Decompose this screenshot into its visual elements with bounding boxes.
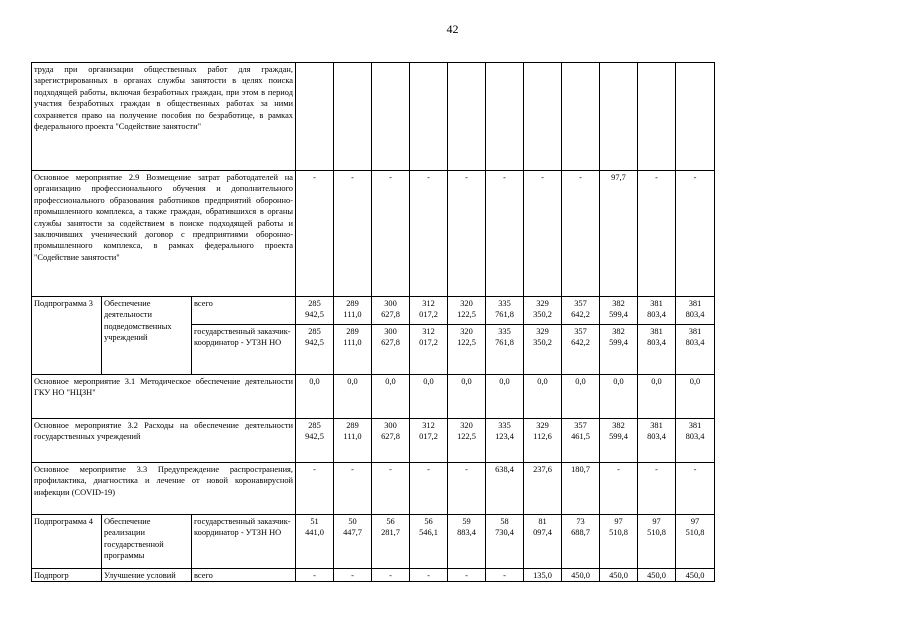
value-part: 73	[576, 517, 585, 526]
table-row	[32, 515, 715, 569]
funding-source: государственный заказчик-координатор - УТЗН НО	[192, 325, 296, 375]
value-part: 111,0	[343, 310, 362, 320]
value-part: 350,2	[533, 338, 552, 348]
table-row	[32, 419, 715, 463]
value-part: 285	[308, 299, 321, 308]
activity-description: Основное мероприятие 2.9 Возмещение затрат работодателей на организацию профессионального обучения и дополнительного профессионального образования работников предприятий оборонно-промышленного комплекса, а также граждан, обратившихся в органы службы занятости за содействием в поиске подходящей работы и заключивших ученический договор с предприятиями оборонно-промышленного комплекса, в рамках федерального проекта "Содействие занятости"	[32, 171, 296, 297]
value-cell	[562, 419, 600, 463]
value-part: 122,5	[457, 338, 476, 348]
value-cell	[334, 63, 372, 171]
value-cell	[676, 171, 715, 297]
value-cell	[486, 63, 524, 171]
value-cell	[296, 419, 334, 463]
value-part: 0,0	[689, 377, 701, 386]
activity-description: Основное мероприятие 3.3 Предупреждение распространения, профилактика, диагностика и лечение от новой коронавирусной инфекции (COVID-19)	[32, 463, 296, 515]
value-cell	[676, 325, 715, 375]
value-part: 381	[650, 327, 663, 336]
value-cell	[524, 171, 562, 297]
value-part: -	[503, 571, 506, 580]
table-row	[32, 297, 715, 325]
value-part: 546,1	[419, 528, 438, 538]
value-part: 638,4	[495, 465, 514, 474]
value-part: 0,0	[575, 377, 586, 386]
value-cell	[676, 297, 715, 325]
subprogram-title: Обеспечение деятельности подведомственных учреждений	[102, 297, 192, 375]
value-part: 97	[690, 517, 700, 526]
value-cell	[410, 569, 448, 582]
value-cell	[562, 515, 600, 569]
subprogram-label: Подпрограмма 4	[32, 515, 102, 569]
value-part: 320	[460, 327, 473, 336]
value-part: 450,0	[685, 571, 705, 580]
subprogram-title: Улучшение условий	[102, 569, 192, 582]
value-cell	[448, 515, 486, 569]
value-part: 300	[384, 327, 397, 336]
value-part: 382	[612, 299, 625, 308]
value-part: 017,2	[419, 432, 438, 442]
value-cell	[524, 569, 562, 582]
value-cell	[562, 325, 600, 375]
value-part: 942,5	[305, 338, 324, 348]
value-part: 312	[422, 421, 435, 430]
value-part: 0,0	[385, 377, 396, 386]
value-cell	[638, 515, 676, 569]
value-part: 123,4	[495, 432, 514, 442]
value-part: 942,5	[305, 432, 324, 442]
value-part: 335	[498, 299, 511, 308]
value-part: -	[693, 173, 697, 182]
value-cell	[334, 419, 372, 463]
value-part: 357	[574, 299, 587, 308]
value-cell	[372, 463, 410, 515]
value-part: -	[655, 465, 658, 474]
value-cell	[638, 325, 676, 375]
value-part: -	[351, 173, 354, 182]
value-cell	[372, 171, 410, 297]
value-part: 50	[348, 517, 357, 526]
value-part: -	[465, 571, 468, 580]
value-part: 381	[650, 299, 663, 308]
value-cell	[334, 569, 372, 582]
value-cell	[600, 325, 638, 375]
value-cell	[410, 515, 448, 569]
value-cell	[448, 419, 486, 463]
value-part: 381	[688, 327, 702, 336]
value-cell	[562, 463, 600, 515]
value-part: 0,0	[423, 377, 434, 386]
value-cell	[486, 463, 524, 515]
value-cell	[448, 171, 486, 297]
value-cell	[638, 375, 676, 419]
value-cell	[562, 63, 600, 171]
value-part: 730,4	[495, 528, 514, 538]
value-part: 382	[612, 327, 625, 336]
value-cell	[372, 375, 410, 419]
table-row	[32, 463, 715, 515]
value-part: 642,2	[571, 310, 590, 320]
value-cell	[600, 463, 638, 515]
value-cell	[296, 171, 334, 297]
value-part: -	[427, 465, 430, 474]
value-part: 51	[310, 517, 319, 526]
value-cell	[486, 569, 524, 582]
value-part: 289	[346, 421, 359, 430]
value-cell	[562, 297, 600, 325]
value-cell	[600, 171, 638, 297]
value-part: 0,0	[309, 377, 320, 386]
value-part: 329	[536, 421, 549, 430]
value-part: 017,2	[419, 338, 438, 348]
value-part: 350,2	[533, 310, 552, 320]
value-cell	[334, 375, 372, 419]
value-cell	[448, 325, 486, 375]
value-cell	[638, 463, 676, 515]
value-part: 56	[424, 517, 433, 526]
value-part: 0,0	[613, 377, 624, 386]
value-part: 122,5	[457, 310, 476, 320]
value-part: -	[389, 571, 392, 580]
value-part: -	[427, 173, 430, 182]
value-cell	[296, 515, 334, 569]
table-row	[32, 171, 715, 297]
value-cell	[524, 297, 562, 325]
value-part: -	[693, 465, 697, 474]
value-cell	[524, 463, 562, 515]
value-part: 300	[384, 421, 397, 430]
value-part: -	[313, 571, 316, 580]
value-cell	[296, 463, 334, 515]
value-part: 0,0	[651, 377, 662, 386]
value-part: 510,8	[609, 528, 628, 538]
table-row	[32, 569, 715, 582]
value-part: 335	[498, 327, 511, 336]
value-part: 441,0	[305, 528, 324, 538]
value-part: 803,4	[685, 338, 705, 348]
value-cell	[296, 63, 334, 171]
value-cell	[410, 63, 448, 171]
value-cell	[296, 375, 334, 419]
value-cell	[524, 515, 562, 569]
value-part: 883,4	[457, 528, 476, 538]
value-cell	[486, 297, 524, 325]
value-cell	[676, 375, 715, 419]
value-cell	[600, 515, 638, 569]
value-part: 97	[652, 517, 661, 526]
value-cell	[486, 171, 524, 297]
value-part: 688,7	[571, 528, 590, 538]
value-part: 450,0	[647, 571, 666, 580]
value-cell	[410, 171, 448, 297]
value-cell	[448, 63, 486, 171]
value-cell	[334, 297, 372, 325]
value-part: 320	[460, 299, 473, 308]
value-cell	[524, 63, 562, 171]
value-part: 447,7	[343, 528, 362, 538]
value-part: 627,8	[381, 432, 400, 442]
value-cell	[486, 419, 524, 463]
value-part: 510,8	[647, 528, 666, 538]
value-cell	[448, 297, 486, 325]
value-part: 180,7	[571, 465, 590, 474]
value-cell	[410, 463, 448, 515]
value-part: 135,0	[533, 571, 552, 580]
value-part: 627,8	[381, 338, 400, 348]
value-part: 599,4	[609, 432, 628, 442]
value-part: 382	[612, 421, 625, 430]
value-part: 357	[574, 327, 587, 336]
value-part: 97,7	[611, 173, 626, 182]
value-part: 285	[308, 327, 321, 336]
value-part: -	[465, 173, 468, 182]
budget-table	[31, 62, 715, 582]
value-cell	[410, 297, 448, 325]
value-part: 381	[688, 421, 702, 430]
value-part: 112,6	[533, 432, 552, 442]
subprogram-label: Подпрогр	[32, 569, 102, 582]
value-cell	[676, 463, 715, 515]
value-part: 111,0	[343, 338, 362, 348]
value-part: 281,7	[381, 528, 400, 538]
value-part: 237,6	[533, 465, 552, 474]
value-part: -	[351, 571, 354, 580]
value-part: -	[579, 173, 582, 182]
page-number: 42	[446, 22, 459, 36]
value-cell	[638, 419, 676, 463]
value-cell	[562, 375, 600, 419]
value-part: 81	[538, 517, 547, 526]
value-part: -	[655, 173, 658, 182]
value-part: 450,0	[609, 571, 628, 580]
value-cell	[600, 63, 638, 171]
value-cell	[372, 297, 410, 325]
value-cell	[524, 325, 562, 375]
value-cell	[372, 419, 410, 463]
value-part: 510,8	[685, 528, 705, 538]
value-part: 0,0	[461, 377, 472, 386]
value-part: 627,8	[381, 310, 400, 320]
subprogram-label: Подпрограмма 3	[32, 297, 102, 375]
value-cell	[600, 375, 638, 419]
value-cell	[562, 171, 600, 297]
value-part: 803,4	[647, 432, 666, 442]
value-part: -	[465, 465, 468, 474]
value-cell	[638, 63, 676, 171]
value-part: 312	[422, 327, 435, 336]
activity-description: Основное мероприятие 3.1 Методическое обеспечение деятельности ГКУ НО "НЦЗН"	[32, 375, 296, 419]
value-part: 803,4	[647, 310, 666, 320]
value-cell	[296, 297, 334, 325]
value-cell	[410, 325, 448, 375]
value-cell	[638, 297, 676, 325]
value-part: 329	[536, 327, 549, 336]
value-part: 56	[386, 517, 395, 526]
value-part: 111,0	[343, 432, 362, 442]
value-part: -	[351, 465, 354, 474]
value-cell	[600, 419, 638, 463]
value-part: 0,0	[347, 377, 358, 386]
value-part: 942,5	[305, 310, 324, 320]
value-part: 642,2	[571, 338, 590, 348]
value-part: -	[313, 465, 316, 474]
value-cell	[562, 569, 600, 582]
value-part: -	[389, 465, 392, 474]
value-cell	[448, 463, 486, 515]
value-cell	[334, 463, 372, 515]
table-row	[32, 375, 715, 419]
value-cell	[524, 375, 562, 419]
value-cell	[372, 325, 410, 375]
value-part: 335	[498, 421, 511, 430]
table-row	[32, 63, 715, 171]
value-part: 97	[614, 517, 623, 526]
value-part: 59	[462, 517, 471, 526]
value-cell	[600, 297, 638, 325]
value-part: -	[541, 173, 544, 182]
funding-source: государственный заказчик-координатор - УТЗН НО	[192, 515, 296, 569]
activity-description: Основное мероприятие 3.2 Расходы на обеспечение деятельности государственных учреждений	[32, 419, 296, 463]
value-part: -	[389, 173, 392, 182]
value-cell	[372, 515, 410, 569]
value-cell	[486, 375, 524, 419]
value-cell	[372, 63, 410, 171]
value-part: 803,4	[685, 432, 705, 442]
funding-source: всего	[192, 297, 296, 325]
value-cell	[486, 515, 524, 569]
value-cell	[676, 515, 715, 569]
value-part: 803,4	[685, 310, 705, 320]
value-part: 803,4	[647, 338, 666, 348]
value-cell	[448, 569, 486, 582]
value-cell	[524, 419, 562, 463]
subprogram-title: Обеспечение реализации государственной программы	[102, 515, 192, 569]
value-cell	[334, 325, 372, 375]
value-part: 450,0	[571, 571, 590, 580]
value-part: 122,5	[457, 432, 476, 442]
value-part: 761,8	[495, 338, 514, 348]
value-cell	[486, 325, 524, 375]
value-cell	[638, 171, 676, 297]
value-part: 097,4	[533, 528, 552, 538]
value-cell	[410, 419, 448, 463]
value-cell	[334, 171, 372, 297]
value-cell	[410, 375, 448, 419]
value-part: 285	[308, 421, 321, 430]
value-part: 381	[688, 299, 702, 308]
value-part: 320	[460, 421, 473, 430]
value-part: -	[427, 571, 430, 580]
value-part: 312	[422, 299, 435, 308]
value-part: 761,8	[495, 310, 514, 320]
value-part: -	[503, 173, 506, 182]
value-cell	[334, 515, 372, 569]
value-part: 461,5	[571, 432, 590, 442]
value-part: 0,0	[499, 377, 510, 386]
value-cell	[676, 63, 715, 171]
value-part: -	[617, 465, 620, 474]
value-part: 300	[384, 299, 397, 308]
activity-description: труда при организации общественных работ для граждан, зарегистрированных в органах службы занятости в целях поиска подходящей работы, включая безработных граждан, при этом в период участия безработных граждан в общественных работах за ними сохраняется право на получение пособия по безработице, в рамках федерального проекта "Содействие занятости"	[32, 63, 296, 171]
value-part: 58	[500, 517, 509, 526]
value-part: -	[313, 173, 316, 182]
value-cell	[676, 569, 715, 582]
value-cell	[372, 569, 410, 582]
value-part: 329	[536, 299, 549, 308]
value-cell	[676, 419, 715, 463]
value-part: 599,4	[609, 310, 628, 320]
value-cell	[600, 569, 638, 582]
value-part: 357	[574, 421, 587, 430]
funding-source: всего	[192, 569, 296, 582]
value-part: 599,4	[609, 338, 628, 348]
value-part: 289	[346, 299, 359, 308]
value-cell	[296, 569, 334, 582]
value-cell	[448, 375, 486, 419]
value-part: 381	[650, 421, 663, 430]
value-part: 289	[346, 327, 359, 336]
value-cell	[296, 325, 334, 375]
value-part: 0,0	[537, 377, 548, 386]
value-part: 017,2	[419, 310, 438, 320]
value-cell	[638, 569, 676, 582]
